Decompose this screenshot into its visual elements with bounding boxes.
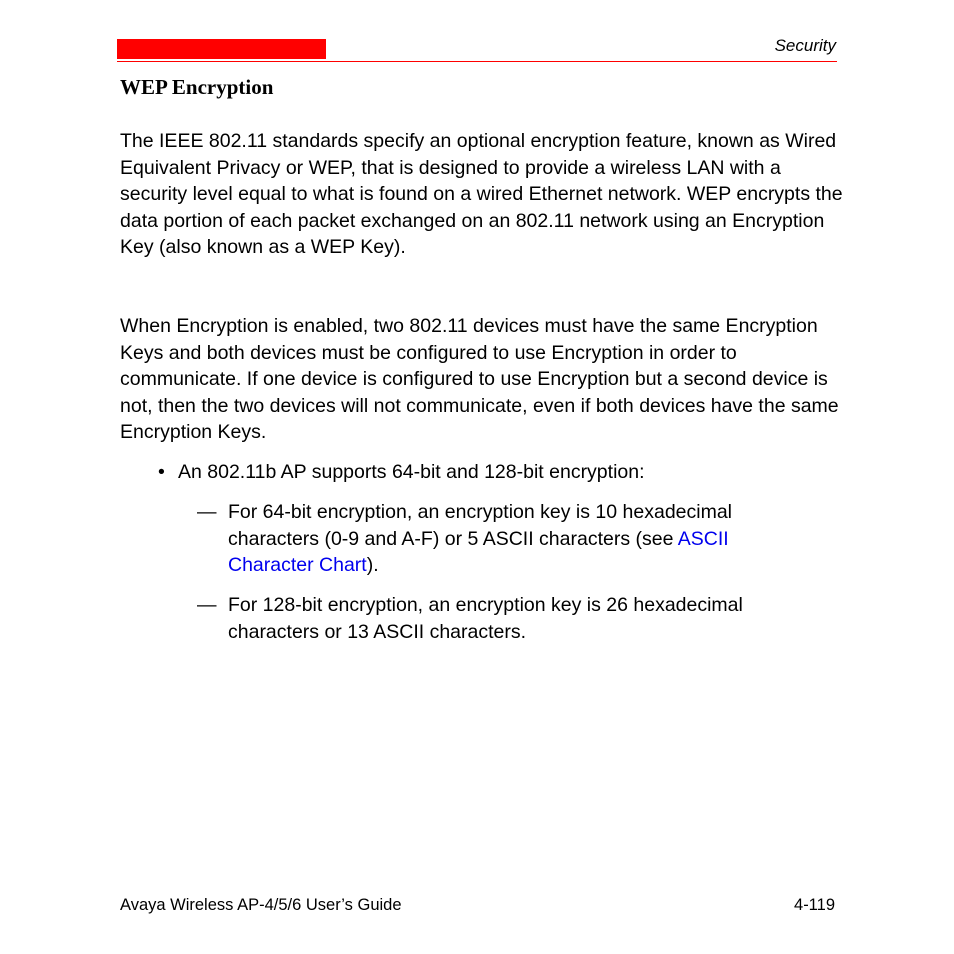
bullet-text: An 802.11b AP supports 64-bit and 128-bit encryption:: [178, 461, 645, 483]
bullet-marker: •: [158, 461, 165, 483]
paragraph-encryption-enabled: When Encryption is enabled, two 802.11 devices must have the same Encryption Keys and both devices must be configured to use Encryption in order to communicate. If one device is configured to use Encryption but a second device is not, then the two devices will not communicate, even if both devices have the same Encryption Keys.: [120, 315, 839, 443]
footer-guide-title: Avaya Wireless AP-4/5/6 User’s Guide: [120, 896, 402, 914]
header-rule: [117, 61, 837, 62]
dash-marker: —: [197, 501, 217, 523]
footer-page-number: 4-119: [794, 896, 835, 914]
dash-marker: —: [197, 594, 217, 616]
sub-item-text-after: ).: [366, 554, 379, 576]
paragraph-wep-intro: The IEEE 802.11 standards specify an optional encryption feature, known as Wired Equivalent Privacy or WEP, that is designed to provide a wireless LAN with a security level equal to what is found on a wired Ethernet network. WEP encrypts the data portion of each packet exchanged on an 802.11 network using an Encryption Key (also known as a WEP Key).: [120, 130, 843, 258]
sub-item-64bit: [197, 499, 817, 579]
sub-item-text-before: For 64-bit encryption, an encryption key is 10 hexadecimal characters (0-9 and A-F) or 5 ASCII characters (see: [228, 501, 733, 550]
sub-item-128bit: [197, 592, 817, 645]
sub-item-text: For 128-bit encryption, an encryption key is 26 hexadecimal characters or 13 ASCII characters.: [228, 594, 743, 643]
sub-item-text: [228, 499, 817, 579]
bullet-item: [158, 459, 645, 486]
page-heading: WEP Encryption: [120, 75, 274, 99]
ascii-chart-link[interactable]: ASCII Character Chart: [228, 527, 729, 576]
header-red-bar: [117, 39, 326, 59]
section-title: Security: [774, 36, 836, 55]
